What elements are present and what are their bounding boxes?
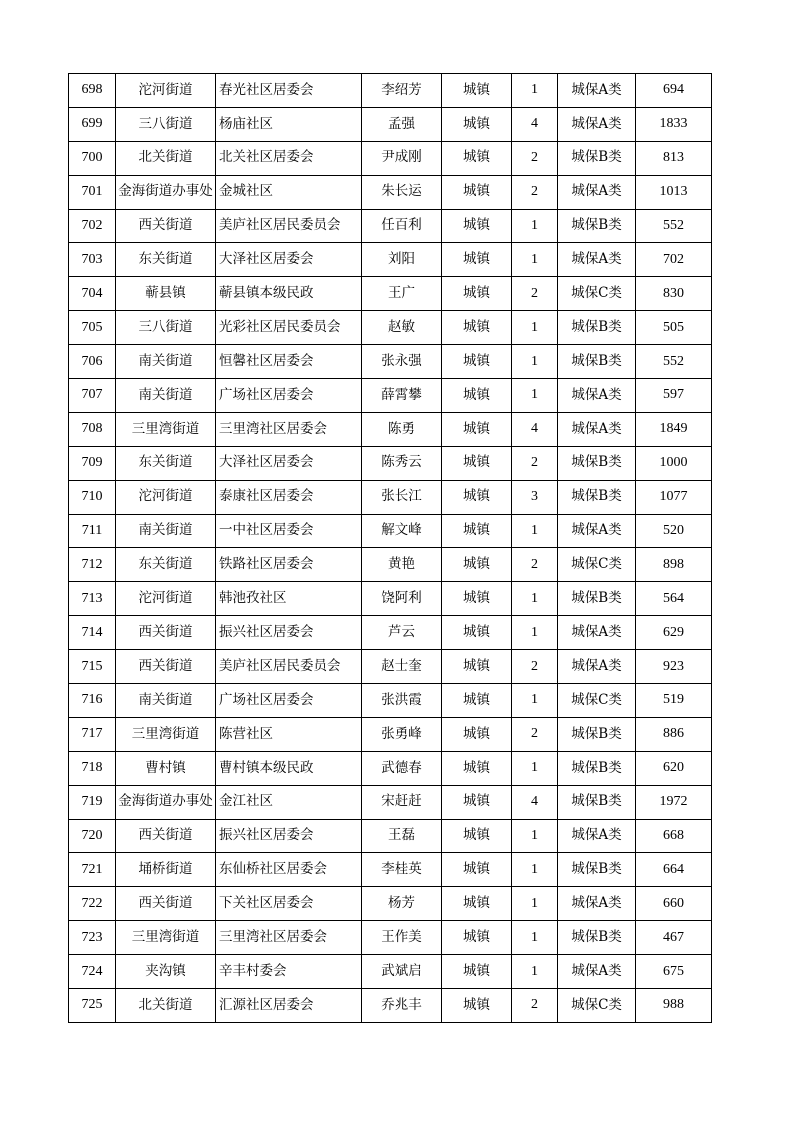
table-row bbox=[69, 311, 712, 345]
household-type-cell: 城镇 bbox=[442, 345, 512, 379]
name-cell: 李桂英 bbox=[362, 853, 442, 887]
amount-cell: 675 bbox=[636, 955, 712, 989]
committee-cell: 广场社区居委会 bbox=[216, 379, 362, 413]
serial-number-cell: 718 bbox=[69, 751, 116, 785]
street-cell: 北关街道 bbox=[116, 141, 216, 175]
street-cell: 三里湾街道 bbox=[116, 717, 216, 751]
committee-cell: 三里湾社区居委会 bbox=[216, 921, 362, 955]
street-cell: 蕲县镇 bbox=[116, 277, 216, 311]
name-cell: 薛霄攀 bbox=[362, 379, 442, 413]
member-count-cell: 2 bbox=[512, 175, 558, 209]
category-cell: 城保A类 bbox=[558, 379, 636, 413]
committee-cell: 一中社区居委会 bbox=[216, 514, 362, 548]
name-cell: 张洪霞 bbox=[362, 684, 442, 718]
table-row bbox=[69, 751, 712, 785]
amount-cell: 664 bbox=[636, 853, 712, 887]
committee-cell: 大泽社区居委会 bbox=[216, 446, 362, 480]
table-row bbox=[69, 480, 712, 514]
category-cell: 城保A类 bbox=[558, 107, 636, 141]
name-cell: 李绍芳 bbox=[362, 74, 442, 108]
table-row bbox=[69, 514, 712, 548]
serial-number-cell: 719 bbox=[69, 785, 116, 819]
name-cell: 赵敏 bbox=[362, 311, 442, 345]
street-cell: 西关街道 bbox=[116, 209, 216, 243]
table-body bbox=[69, 74, 712, 1023]
household-type-cell: 城镇 bbox=[442, 141, 512, 175]
household-type-cell: 城镇 bbox=[442, 311, 512, 345]
committee-cell: 广场社区居委会 bbox=[216, 684, 362, 718]
amount-cell: 1833 bbox=[636, 107, 712, 141]
street-cell: 南关街道 bbox=[116, 684, 216, 718]
committee-cell: 光彩社区居民委员会 bbox=[216, 311, 362, 345]
table-row bbox=[69, 379, 712, 413]
household-type-cell: 城镇 bbox=[442, 514, 512, 548]
table-row bbox=[69, 650, 712, 684]
member-count-cell: 2 bbox=[512, 989, 558, 1023]
amount-cell: 813 bbox=[636, 141, 712, 175]
member-count-cell: 1 bbox=[512, 684, 558, 718]
category-cell: 城保A类 bbox=[558, 514, 636, 548]
serial-number-cell: 704 bbox=[69, 277, 116, 311]
street-cell: 埇桥街道 bbox=[116, 853, 216, 887]
table-row bbox=[69, 955, 712, 989]
table-row bbox=[69, 921, 712, 955]
table-row bbox=[69, 141, 712, 175]
serial-number-cell: 723 bbox=[69, 921, 116, 955]
household-type-cell: 城镇 bbox=[442, 955, 512, 989]
committee-cell: 春光社区居委会 bbox=[216, 74, 362, 108]
committee-cell: 下关社区居委会 bbox=[216, 887, 362, 921]
amount-cell: 988 bbox=[636, 989, 712, 1023]
serial-number-cell: 700 bbox=[69, 141, 116, 175]
household-type-cell: 城镇 bbox=[442, 989, 512, 1023]
category-cell: 城保A类 bbox=[558, 243, 636, 277]
serial-number-cell: 712 bbox=[69, 548, 116, 582]
household-type-cell: 城镇 bbox=[442, 107, 512, 141]
amount-cell: 923 bbox=[636, 650, 712, 684]
name-cell: 陈秀云 bbox=[362, 446, 442, 480]
name-cell: 张长江 bbox=[362, 480, 442, 514]
name-cell: 饶阿利 bbox=[362, 582, 442, 616]
name-cell: 孟强 bbox=[362, 107, 442, 141]
member-count-cell: 4 bbox=[512, 412, 558, 446]
amount-cell: 620 bbox=[636, 751, 712, 785]
serial-number-cell: 707 bbox=[69, 379, 116, 413]
amount-cell: 519 bbox=[636, 684, 712, 718]
category-cell: 城保B类 bbox=[558, 311, 636, 345]
category-cell: 城保C类 bbox=[558, 684, 636, 718]
committee-cell: 北关社区居委会 bbox=[216, 141, 362, 175]
street-cell: 金海街道办事处 bbox=[116, 785, 216, 819]
category-cell: 城保C类 bbox=[558, 548, 636, 582]
amount-cell: 552 bbox=[636, 209, 712, 243]
table-row bbox=[69, 412, 712, 446]
committee-cell: 泰康社区居委会 bbox=[216, 480, 362, 514]
table-row bbox=[69, 684, 712, 718]
household-type-cell: 城镇 bbox=[442, 243, 512, 277]
category-cell: 城保B类 bbox=[558, 446, 636, 480]
name-cell: 武斌启 bbox=[362, 955, 442, 989]
street-cell: 曹村镇 bbox=[116, 751, 216, 785]
street-cell: 沱河街道 bbox=[116, 480, 216, 514]
amount-cell: 564 bbox=[636, 582, 712, 616]
category-cell: 城保A类 bbox=[558, 650, 636, 684]
serial-number-cell: 703 bbox=[69, 243, 116, 277]
household-type-cell: 城镇 bbox=[442, 446, 512, 480]
street-cell: 西关街道 bbox=[116, 819, 216, 853]
committee-cell: 蕲县镇本级民政 bbox=[216, 277, 362, 311]
household-type-cell: 城镇 bbox=[442, 650, 512, 684]
committee-cell: 三里湾社区居委会 bbox=[216, 412, 362, 446]
name-cell: 乔兆丰 bbox=[362, 989, 442, 1023]
serial-number-cell: 716 bbox=[69, 684, 116, 718]
serial-number-cell: 724 bbox=[69, 955, 116, 989]
street-cell: 东关街道 bbox=[116, 243, 216, 277]
serial-number-cell: 722 bbox=[69, 887, 116, 921]
name-cell: 武德春 bbox=[362, 751, 442, 785]
street-cell: 南关街道 bbox=[116, 379, 216, 413]
category-cell: 城保A类 bbox=[558, 819, 636, 853]
serial-number-cell: 706 bbox=[69, 345, 116, 379]
category-cell: 城保B类 bbox=[558, 751, 636, 785]
name-cell: 赵士奎 bbox=[362, 650, 442, 684]
name-cell: 王作美 bbox=[362, 921, 442, 955]
serial-number-cell: 714 bbox=[69, 616, 116, 650]
table-row bbox=[69, 446, 712, 480]
amount-cell: 552 bbox=[636, 345, 712, 379]
beneficiary-table bbox=[68, 73, 712, 1023]
committee-cell: 辛丰村委会 bbox=[216, 955, 362, 989]
street-cell: 东关街道 bbox=[116, 446, 216, 480]
table-row bbox=[69, 74, 712, 108]
table-row bbox=[69, 853, 712, 887]
member-count-cell: 1 bbox=[512, 955, 558, 989]
name-cell: 任百利 bbox=[362, 209, 442, 243]
category-cell: 城保B类 bbox=[558, 853, 636, 887]
table-row bbox=[69, 209, 712, 243]
member-count-cell: 1 bbox=[512, 209, 558, 243]
member-count-cell: 4 bbox=[512, 785, 558, 819]
serial-number-cell: 710 bbox=[69, 480, 116, 514]
member-count-cell: 1 bbox=[512, 819, 558, 853]
amount-cell: 597 bbox=[636, 379, 712, 413]
serial-number-cell: 705 bbox=[69, 311, 116, 345]
amount-cell: 660 bbox=[636, 887, 712, 921]
household-type-cell: 城镇 bbox=[442, 921, 512, 955]
category-cell: 城保B类 bbox=[558, 921, 636, 955]
street-cell: 西关街道 bbox=[116, 650, 216, 684]
name-cell: 刘阳 bbox=[362, 243, 442, 277]
name-cell: 张勇峰 bbox=[362, 717, 442, 751]
household-type-cell: 城镇 bbox=[442, 548, 512, 582]
name-cell: 陈勇 bbox=[362, 412, 442, 446]
household-type-cell: 城镇 bbox=[442, 887, 512, 921]
member-count-cell: 2 bbox=[512, 446, 558, 480]
street-cell: 三里湾街道 bbox=[116, 921, 216, 955]
category-cell: 城保B类 bbox=[558, 209, 636, 243]
committee-cell: 金江社区 bbox=[216, 785, 362, 819]
street-cell: 三八街道 bbox=[116, 311, 216, 345]
category-cell: 城保C类 bbox=[558, 989, 636, 1023]
amount-cell: 1972 bbox=[636, 785, 712, 819]
name-cell: 王磊 bbox=[362, 819, 442, 853]
amount-cell: 668 bbox=[636, 819, 712, 853]
category-cell: 城保B类 bbox=[558, 141, 636, 175]
street-cell: 沱河街道 bbox=[116, 582, 216, 616]
category-cell: 城保A类 bbox=[558, 616, 636, 650]
serial-number-cell: 702 bbox=[69, 209, 116, 243]
member-count-cell: 1 bbox=[512, 616, 558, 650]
table-row bbox=[69, 175, 712, 209]
amount-cell: 467 bbox=[636, 921, 712, 955]
amount-cell: 1000 bbox=[636, 446, 712, 480]
street-cell: 金海街道办事处 bbox=[116, 175, 216, 209]
member-count-cell: 1 bbox=[512, 853, 558, 887]
name-cell: 解文峰 bbox=[362, 514, 442, 548]
street-cell: 南关街道 bbox=[116, 514, 216, 548]
amount-cell: 1013 bbox=[636, 175, 712, 209]
name-cell: 朱长运 bbox=[362, 175, 442, 209]
serial-number-cell: 699 bbox=[69, 107, 116, 141]
category-cell: 城保A类 bbox=[558, 412, 636, 446]
household-type-cell: 城镇 bbox=[442, 412, 512, 446]
committee-cell: 铁路社区居委会 bbox=[216, 548, 362, 582]
committee-cell: 曹村镇本级民政 bbox=[216, 751, 362, 785]
table-row bbox=[69, 548, 712, 582]
member-count-cell: 2 bbox=[512, 277, 558, 311]
member-count-cell: 1 bbox=[512, 243, 558, 277]
street-cell: 三里湾街道 bbox=[116, 412, 216, 446]
category-cell: 城保B类 bbox=[558, 480, 636, 514]
street-cell: 沱河街道 bbox=[116, 74, 216, 108]
member-count-cell: 1 bbox=[512, 582, 558, 616]
member-count-cell: 2 bbox=[512, 548, 558, 582]
member-count-cell: 1 bbox=[512, 751, 558, 785]
name-cell: 宋赶赶 bbox=[362, 785, 442, 819]
serial-number-cell: 708 bbox=[69, 412, 116, 446]
amount-cell: 629 bbox=[636, 616, 712, 650]
table-row bbox=[69, 819, 712, 853]
amount-cell: 1077 bbox=[636, 480, 712, 514]
name-cell: 黄艳 bbox=[362, 548, 442, 582]
street-cell: 夹沟镇 bbox=[116, 955, 216, 989]
table-row bbox=[69, 616, 712, 650]
serial-number-cell: 725 bbox=[69, 989, 116, 1023]
table-row bbox=[69, 989, 712, 1023]
table-row bbox=[69, 243, 712, 277]
member-count-cell: 1 bbox=[512, 74, 558, 108]
name-cell: 杨芳 bbox=[362, 887, 442, 921]
category-cell: 城保B类 bbox=[558, 717, 636, 751]
member-count-cell: 2 bbox=[512, 141, 558, 175]
amount-cell: 898 bbox=[636, 548, 712, 582]
committee-cell: 金城社区 bbox=[216, 175, 362, 209]
committee-cell: 大泽社区居委会 bbox=[216, 243, 362, 277]
committee-cell: 汇源社区居委会 bbox=[216, 989, 362, 1023]
household-type-cell: 城镇 bbox=[442, 277, 512, 311]
category-cell: 城保A类 bbox=[558, 887, 636, 921]
table-row bbox=[69, 887, 712, 921]
street-cell: 南关街道 bbox=[116, 345, 216, 379]
household-type-cell: 城镇 bbox=[442, 717, 512, 751]
street-cell: 三八街道 bbox=[116, 107, 216, 141]
street-cell: 西关街道 bbox=[116, 887, 216, 921]
amount-cell: 505 bbox=[636, 311, 712, 345]
serial-number-cell: 701 bbox=[69, 175, 116, 209]
household-type-cell: 城镇 bbox=[442, 582, 512, 616]
amount-cell: 830 bbox=[636, 277, 712, 311]
committee-cell: 美庐社区居民委员会 bbox=[216, 650, 362, 684]
committee-cell: 陈营社区 bbox=[216, 717, 362, 751]
category-cell: 城保B类 bbox=[558, 345, 636, 379]
street-cell: 北关街道 bbox=[116, 989, 216, 1023]
category-cell: 城保B类 bbox=[558, 785, 636, 819]
member-count-cell: 1 bbox=[512, 345, 558, 379]
household-type-cell: 城镇 bbox=[442, 785, 512, 819]
committee-cell: 振兴社区居委会 bbox=[216, 616, 362, 650]
household-type-cell: 城镇 bbox=[442, 616, 512, 650]
category-cell: 城保C类 bbox=[558, 277, 636, 311]
household-type-cell: 城镇 bbox=[442, 74, 512, 108]
table-row bbox=[69, 277, 712, 311]
household-type-cell: 城镇 bbox=[442, 379, 512, 413]
category-cell: 城保A类 bbox=[558, 955, 636, 989]
serial-number-cell: 709 bbox=[69, 446, 116, 480]
amount-cell: 520 bbox=[636, 514, 712, 548]
member-count-cell: 2 bbox=[512, 717, 558, 751]
member-count-cell: 1 bbox=[512, 311, 558, 345]
serial-number-cell: 715 bbox=[69, 650, 116, 684]
category-cell: 城保A类 bbox=[558, 175, 636, 209]
name-cell: 尹成刚 bbox=[362, 141, 442, 175]
household-type-cell: 城镇 bbox=[442, 480, 512, 514]
household-type-cell: 城镇 bbox=[442, 853, 512, 887]
table-row bbox=[69, 107, 712, 141]
serial-number-cell: 713 bbox=[69, 582, 116, 616]
street-cell: 东关街道 bbox=[116, 548, 216, 582]
committee-cell: 东仙桥社区居委会 bbox=[216, 853, 362, 887]
name-cell: 王广 bbox=[362, 277, 442, 311]
category-cell: 城保A类 bbox=[558, 74, 636, 108]
table-row bbox=[69, 717, 712, 751]
committee-cell: 美庐社区居民委员会 bbox=[216, 209, 362, 243]
table-row bbox=[69, 345, 712, 379]
serial-number-cell: 721 bbox=[69, 853, 116, 887]
household-type-cell: 城镇 bbox=[442, 175, 512, 209]
serial-number-cell: 711 bbox=[69, 514, 116, 548]
member-count-cell: 1 bbox=[512, 514, 558, 548]
committee-cell: 韩池孜社区 bbox=[216, 582, 362, 616]
member-count-cell: 2 bbox=[512, 650, 558, 684]
category-cell: 城保B类 bbox=[558, 582, 636, 616]
amount-cell: 886 bbox=[636, 717, 712, 751]
household-type-cell: 城镇 bbox=[442, 684, 512, 718]
household-type-cell: 城镇 bbox=[442, 819, 512, 853]
household-type-cell: 城镇 bbox=[442, 209, 512, 243]
committee-cell: 恒馨社区居委会 bbox=[216, 345, 362, 379]
member-count-cell: 1 bbox=[512, 379, 558, 413]
member-count-cell: 1 bbox=[512, 921, 558, 955]
member-count-cell: 4 bbox=[512, 107, 558, 141]
serial-number-cell: 717 bbox=[69, 717, 116, 751]
amount-cell: 1849 bbox=[636, 412, 712, 446]
amount-cell: 702 bbox=[636, 243, 712, 277]
household-type-cell: 城镇 bbox=[442, 751, 512, 785]
member-count-cell: 1 bbox=[512, 887, 558, 921]
table-row bbox=[69, 785, 712, 819]
committee-cell: 振兴社区居委会 bbox=[216, 819, 362, 853]
committee-cell: 杨庙社区 bbox=[216, 107, 362, 141]
street-cell: 西关街道 bbox=[116, 616, 216, 650]
serial-number-cell: 720 bbox=[69, 819, 116, 853]
amount-cell: 694 bbox=[636, 74, 712, 108]
serial-number-cell: 698 bbox=[69, 74, 116, 108]
member-count-cell: 3 bbox=[512, 480, 558, 514]
name-cell: 张永强 bbox=[362, 345, 442, 379]
table-row bbox=[69, 582, 712, 616]
name-cell: 芦云 bbox=[362, 616, 442, 650]
